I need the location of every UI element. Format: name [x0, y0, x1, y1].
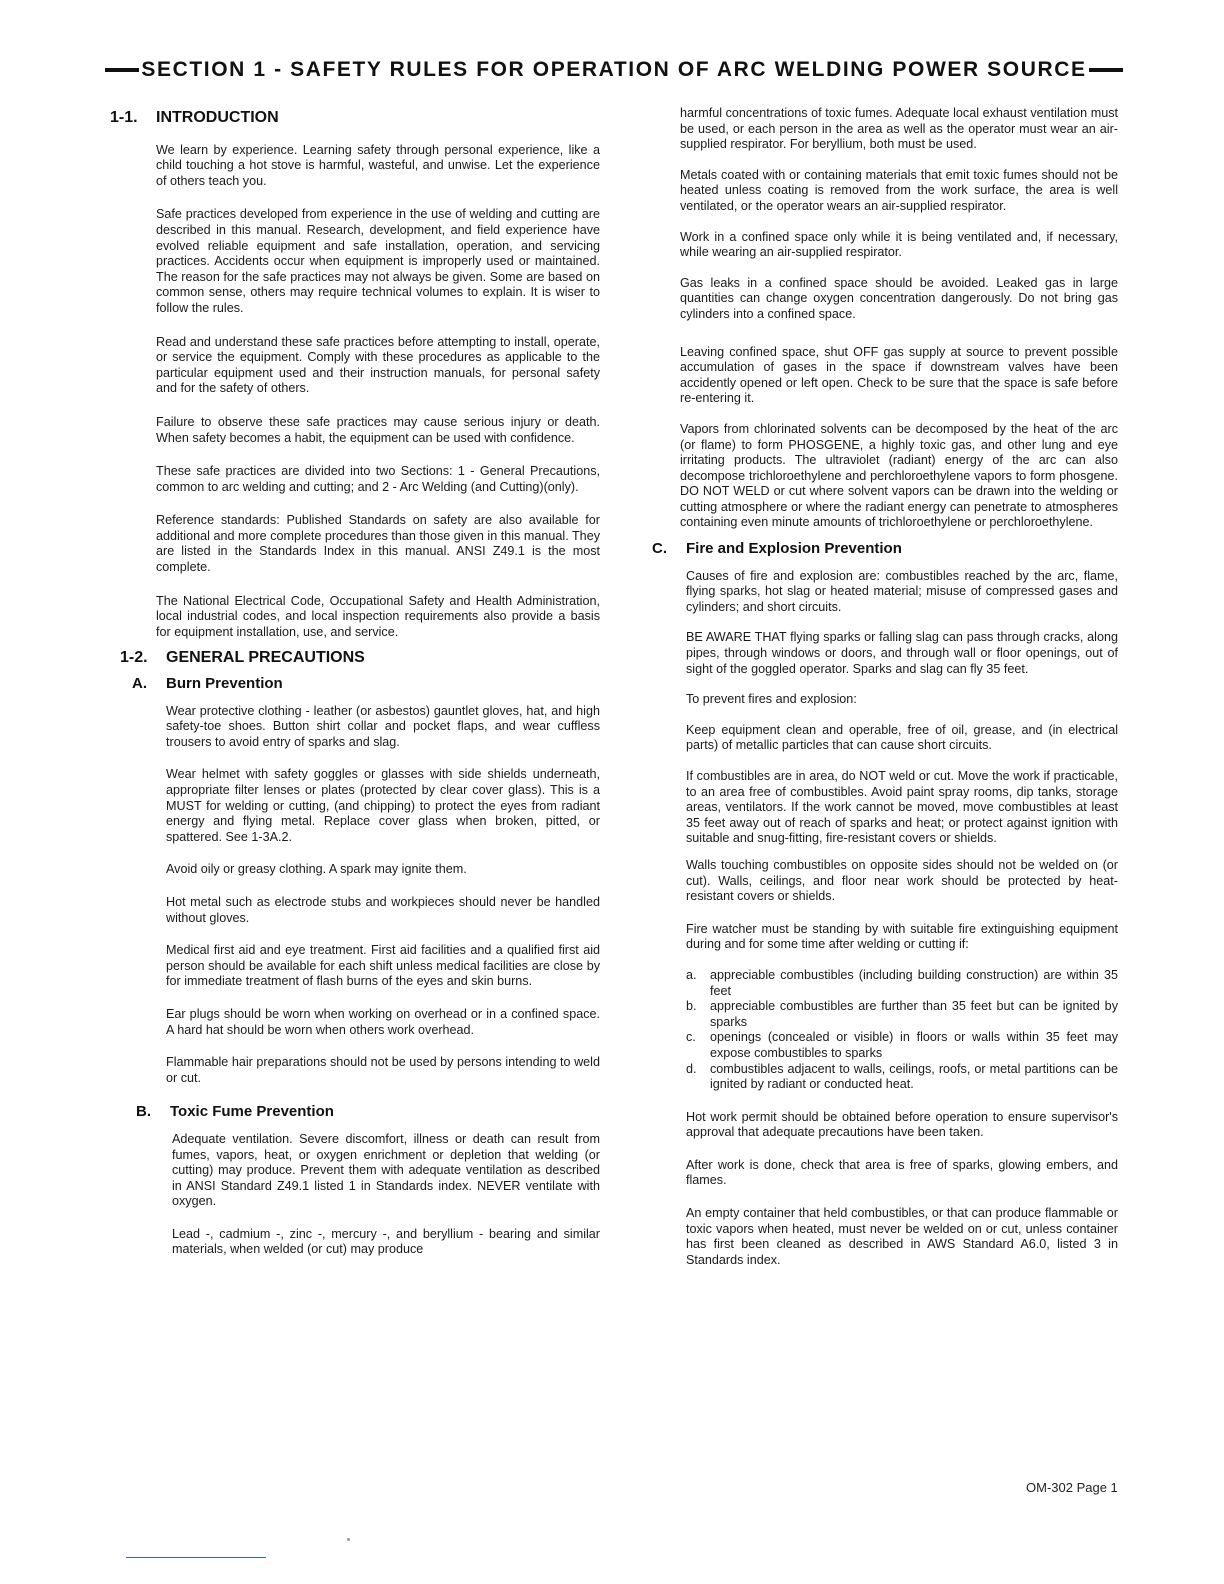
list-item-text: openings (concealed or visible) in floors or walls within 35 feet may expose combustibles to sparks	[710, 1030, 1118, 1060]
paragraph: Flammable hair preparations should not be used by persons intending to weld or cut.	[166, 1055, 600, 1085]
paragraph: Gas leaks in a confined space should be avoided. Leaked gas in large quantities can change oxygen concentration dangerously. Do not bring gas cylinders into a confined space.	[680, 275, 1118, 321]
list-item-text: combustibles adjacent to walls, ceilings, roofs, or metal partitions can be ignited by radiant or conducted heat.	[710, 1061, 1118, 1092]
paragraph: Wear helmet with safety goggles or glasses with side shields underneath, appropriate filter lenses or plates (protected by clear cover glass). This is a MUST for welding or cutting, (and chipping) to protect the eyes from radiant energy and flying metal. Replace cover glass when broken, pitted, or spattered. See 1-3A.2.	[166, 767, 600, 844]
paragraph: We learn by experience. Learning safety through personal experience, like a child touching a hot stove is harmful, wasteful, and unwise. Let the experience of others teach you.	[156, 142, 600, 188]
scan-mark	[347, 1538, 350, 1541]
section-heading: GENERAL PRECAUTIONS	[166, 649, 365, 667]
paragraph: If combustibles are in area, do NOT weld or cut. Move the work if practicable, to an area free of combustibles. Avoid paint spray rooms, dip tanks, storage areas, ventilators. If the work cannot be moved, move combustibles at least 35 feet away out of reach of sparks and heat; or protect against ignition with suitable and snug-fitting, fire-resistant covers or shields.	[686, 769, 1118, 846]
section-number: 1-1.	[110, 109, 138, 126]
paragraph: Hot work permit should be obtained before operation to ensure supervisor's approval that adequate precautions have been taken.	[686, 1109, 1118, 1140]
paragraph: After work is done, check that area is free of sparks, glowing embers, and flames.	[686, 1157, 1118, 1188]
paragraph: Read and understand these safe practices before attempting to install, operate, or service the equipment. Comply with these procedures as applicable to the particular equipment used and their instruction manuals, for personal safety and for the safety of others.	[156, 334, 600, 396]
paragraph: Medical first aid and eye treatment. First aid facilities and a qualified first aid person should be available for each shift unless medical facilities are close by for immediate treatment of flash burns of the eyes and skin burns.	[166, 943, 600, 989]
right-column	[652, 106, 1118, 1268]
paragraph: Leaving confined space, shut OFF gas supply at source to prevent possible accumulation of gases in the space if downstream valves have been accidently opened or left open. Check to be sure that the space is safe before re-entering it.	[680, 344, 1118, 406]
paragraph: Adequate ventilation. Severe discomfort, illness or death can result from fumes, vapors, heat, or oxygen enrichment or depletion that welding (or cutting) may produce. Prevent them with adequate ventilation as described in ANSI Standard Z49.1 listed 1 in Standards index. NEVER ventilate with oxygen.	[172, 1131, 600, 1209]
list-item	[686, 968, 1118, 999]
paragraph: Failure to observe these safe practices may cause serious injury or death. When safety becomes a habit, the equipment can be used with confidence.	[156, 414, 600, 445]
list-item-label: a.	[686, 967, 697, 982]
subsection-letter: A.	[132, 675, 147, 693]
paragraph: Lead -, cadmium -, zinc -, mercury -, and beryllium - bearing and similar materials, when welded (or cut) may produce	[172, 1226, 600, 1257]
subsection-heading: Toxic Fume Prevention	[170, 1103, 334, 1121]
heading-introduction	[110, 110, 600, 126]
bottom-rule	[126, 1557, 266, 1558]
list-item	[686, 999, 1118, 1030]
heading-fire-explosion-prevention	[652, 541, 1118, 557]
title-rule-left	[105, 68, 139, 72]
left-column	[110, 110, 600, 1258]
section-heading: INTRODUCTION	[156, 109, 279, 126]
paragraph: Keep equipment clean and operable, free of oil, grease, and (in electrical parts) of metallic particles that can cause short circuits.	[686, 722, 1118, 753]
list-item-label: b.	[686, 999, 697, 1014]
subsection-heading: Fire and Explosion Prevention	[686, 540, 902, 558]
paragraph: Work in a confined space only while it is being ventilated and, if necessary, while wearing an air-supplied respirator.	[680, 229, 1118, 260]
page-number-footer: OM-302 Page 1	[1026, 1480, 1118, 1495]
subsection-letter: B.	[136, 1103, 151, 1121]
section-title: SECTION 1 - SAFETY RULES FOR OPERATION OF ARC WELDING POWER SOURCE	[141, 58, 1087, 81]
paragraph: Causes of fire and explosion are: combustibles reached by the arc, flame, flying sparks, hot slag or heated material; misuse of compressed gases and cylinders; and short circuits.	[686, 568, 1118, 614]
heading-toxic-fume-prevention	[136, 1104, 600, 1120]
paragraph: Wear protective clothing - leather (or asbestos) gauntlet gloves, hat, and high safety-toe shoes. Button shirt collar and pocket flaps, and wear cuffless trousers to avoid entry of sparks and slag.	[166, 703, 600, 749]
paragraph: The National Electrical Code, Occupational Safety and Health Administration, local industrial codes, and local inspection requirements also provide a basis for equipment installation, use, and service.	[156, 593, 600, 639]
paragraph: Reference standards: Published Standards on safety are also available for additional and more complete procedures than those given in this manual. They are listed in the Standards Index in this manual. ANSI Z49.1 is the most complete.	[156, 513, 600, 575]
paragraph: Metals coated with or containing materials that emit toxic fumes should not be heated unless coating is removed from the work surface, the area is well ventilated, or the operator wears an air-supplied respirator.	[680, 167, 1118, 213]
paragraph: These safe practices are divided into two Sections: 1 - General Precautions, common to arc welding and cutting; and 2 - Arc Welding (and Cutting)(only).	[156, 464, 600, 494]
list-item-label: c.	[686, 1030, 696, 1045]
paragraph: Ear plugs should be worn when working on overhead or in a confined space. A hard hat should be worn when others work overhead.	[166, 1006, 600, 1037]
list-item-text: appreciable combustibles are further than 35 feet but can be ignited by sparks	[710, 999, 1118, 1029]
paragraph: Avoid oily or greasy clothing. A spark may ignite them.	[166, 862, 467, 877]
paragraph: To prevent fires and explosion:	[686, 692, 857, 707]
paragraph: An empty container that held combustibles, or that can produce flammable or toxic vapors when heated, must never be welded on or cut, unless container has first been cleaned as described in AWS Standard A6.0, listed 3 in Standards index.	[686, 1206, 1118, 1267]
list-item-label: d.	[686, 1061, 697, 1076]
paragraph: harmful concentrations of toxic fumes. Adequate local exhaust ventilation must be used, or each person in the area as well as the operator must wear an air-supplied respirator. For beryllium, both must be used.	[680, 106, 1118, 152]
paragraph: Walls touching combustibles on opposite sides should not be welded on (or cut). Walls, ceilings, and floor near work should be protected by heat-resistant covers or shields.	[686, 857, 1118, 904]
list-item	[686, 1030, 1118, 1061]
list-item	[686, 1062, 1118, 1093]
subsection-letter: C.	[652, 540, 667, 558]
paragraph: BE AWARE THAT flying sparks or falling slag can pass through cracks, along pipes, through windows or doors, and through wall or floor openings, out of sight of the goggled operator. Sparks and slag can fly 35 feet.	[686, 630, 1118, 676]
subsection-heading: Burn Prevention	[166, 675, 283, 693]
heading-general-precautions	[120, 650, 600, 666]
section-number: 1-2.	[120, 649, 148, 667]
fire-watcher-conditions-list	[686, 968, 1118, 1093]
paragraph: Hot metal such as electrode stubs and workpieces should never be handled without gloves.	[166, 894, 600, 925]
list-item-text: appreciable combustibles (including building construction) are within 35 feet	[710, 967, 1118, 998]
title-rule-right	[1089, 68, 1123, 72]
section-title-banner	[112, 58, 1116, 82]
heading-burn-prevention	[132, 676, 600, 692]
paragraph: Vapors from chlorinated solvents can be decomposed by the heat of the arc (or flame) to form PHOSGENE, a highly toxic gas, and other lung and eye irritating products. The ultraviolet (radiant) energy of the arc can also decompose trichloroethylene and perchloroethylene vapors to form phosgene. DO NOT WELD or cut where solvent vapors can be drawn into the welding or cutting atmosphere or where the radiant energy can penetrate to atmospheres containing even minute amounts of trichloroethylene or perchloroethylene.	[680, 421, 1118, 530]
paragraph: Fire watcher must be standing by with suitable fire extinguishing equipment during and for some time after welding or cutting if:	[686, 921, 1118, 952]
paragraph: Safe practices developed from experience in the use of welding and cutting are described in this manual. Research, development, and field experience have evolved reliable equipment and safe installation, operation, and servicing practices. Accidents occur when equipment is improperly used or maintained. The reason for the safe practices may not always be given. Some are based on common sense, others may require technical volumes to explain. It is wiser to follow the rules.	[156, 207, 600, 315]
